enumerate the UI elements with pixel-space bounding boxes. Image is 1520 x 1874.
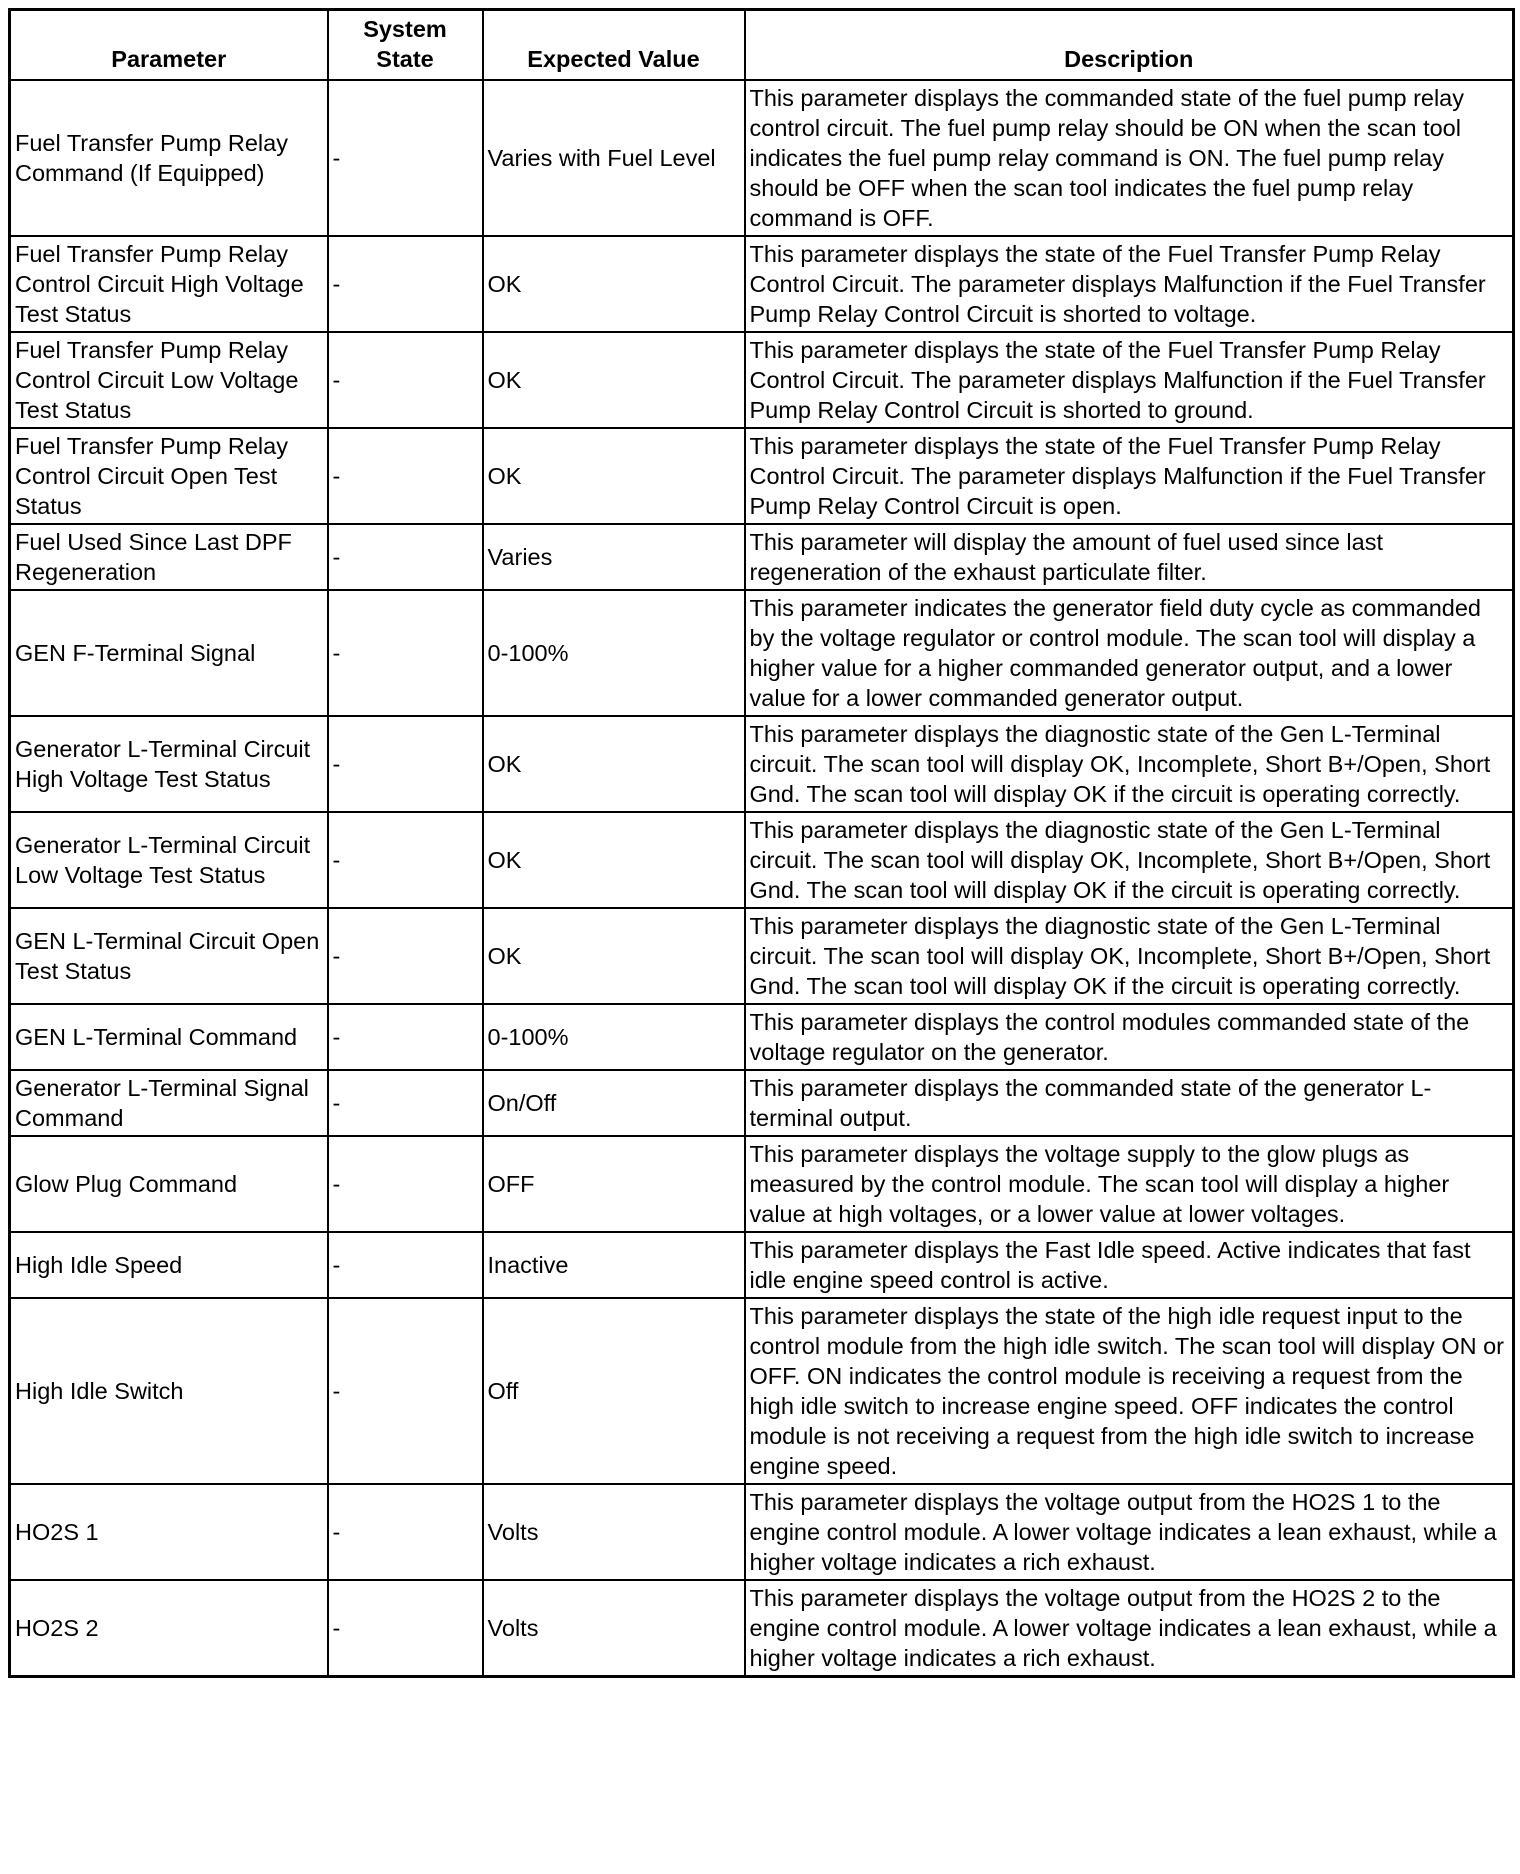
table-row xyxy=(10,1232,1514,1298)
cell-system-state: - xyxy=(328,80,483,236)
cell-description: This parameter displays the diagnostic state of the Gen L-Terminal circuit. The scan tool will display OK, Incomplete, Short B+/Open, Short Gnd. The scan tool will display OK if the circuit is operating correctly. xyxy=(745,716,1514,812)
cell-system-state: - xyxy=(328,1070,483,1136)
cell-expected-value: OFF xyxy=(483,1136,745,1232)
cell-expected-value: OK xyxy=(483,812,745,908)
parameter-table xyxy=(8,8,1515,1678)
cell-system-state: - xyxy=(328,812,483,908)
table-row xyxy=(10,1136,1514,1232)
table-row xyxy=(10,428,1514,524)
table-row xyxy=(10,1484,1514,1580)
cell-parameter: GEN F-Terminal Signal xyxy=(10,590,328,716)
cell-system-state: - xyxy=(328,1484,483,1580)
cell-description: This parameter displays the state of the high idle request input to the control module from the high idle switch. The scan tool will display ON or OFF. ON indicates the control module is receiving a request from the high idle switch to increase engine speed. OFF indicates the control module is not receiving a request from the high idle switch to increase engine speed. xyxy=(745,1298,1514,1484)
cell-parameter: High Idle Speed xyxy=(10,1232,328,1298)
table-row xyxy=(10,812,1514,908)
cell-expected-value: Volts xyxy=(483,1484,745,1580)
cell-parameter: Fuel Transfer Pump Relay Control Circuit Open Test Status xyxy=(10,428,328,524)
cell-system-state: - xyxy=(328,1298,483,1484)
cell-description: This parameter displays the voltage supply to the glow plugs as measured by the control module. The scan tool will display a higher value at high voltages, or a lower value at lower voltages. xyxy=(745,1136,1514,1232)
cell-expected-value: 0-100% xyxy=(483,590,745,716)
table-header-row xyxy=(10,10,1514,80)
table-row xyxy=(10,1004,1514,1070)
cell-description: This parameter displays the control modules commanded state of the voltage regulator on the generator. xyxy=(745,1004,1514,1070)
cell-parameter: Fuel Transfer Pump Relay Command (If Equipped) xyxy=(10,80,328,236)
cell-description: This parameter indicates the generator field duty cycle as commanded by the voltage regulator or control module. The scan tool will display a higher value for a higher commanded generator output, and a lower value for a lower commanded generator output. xyxy=(745,590,1514,716)
table-row xyxy=(10,908,1514,1004)
cell-description: This parameter displays the state of the Fuel Transfer Pump Relay Control Circuit. The parameter displays Malfunction if the Fuel Transfer Pump Relay Control Circuit is open. xyxy=(745,428,1514,524)
cell-expected-value: OK xyxy=(483,428,745,524)
cell-parameter: Fuel Transfer Pump Relay Control Circuit Low Voltage Test Status xyxy=(10,332,328,428)
cell-parameter: HO2S 2 xyxy=(10,1580,328,1677)
cell-parameter: Generator L-Terminal Circuit Low Voltage Test Status xyxy=(10,812,328,908)
header-system-state: System State xyxy=(328,10,483,80)
cell-expected-value: Varies with Fuel Level xyxy=(483,80,745,236)
table-body xyxy=(10,80,1514,1677)
cell-expected-value: OK xyxy=(483,236,745,332)
cell-parameter: GEN L-Terminal Circuit Open Test Status xyxy=(10,908,328,1004)
cell-parameter: Generator L-Terminal Signal Command xyxy=(10,1070,328,1136)
table-row xyxy=(10,80,1514,236)
cell-system-state: - xyxy=(328,1232,483,1298)
cell-system-state: - xyxy=(328,1004,483,1070)
cell-parameter: Glow Plug Command xyxy=(10,1136,328,1232)
cell-expected-value: Off xyxy=(483,1298,745,1484)
cell-system-state: - xyxy=(328,1580,483,1677)
cell-system-state: - xyxy=(328,524,483,590)
cell-parameter: HO2S 1 xyxy=(10,1484,328,1580)
cell-parameter: GEN L-Terminal Command xyxy=(10,1004,328,1070)
cell-expected-value: On/Off xyxy=(483,1070,745,1136)
cell-expected-value: Inactive xyxy=(483,1232,745,1298)
cell-expected-value: Varies xyxy=(483,524,745,590)
cell-description: This parameter will display the amount of fuel used since last regeneration of the exhaust particulate filter. xyxy=(745,524,1514,590)
cell-description: This parameter displays the state of the Fuel Transfer Pump Relay Control Circuit. The parameter displays Malfunction if the Fuel Transfer Pump Relay Control Circuit is shorted to ground. xyxy=(745,332,1514,428)
cell-system-state: - xyxy=(328,908,483,1004)
cell-system-state: - xyxy=(328,428,483,524)
table-row xyxy=(10,524,1514,590)
header-parameter: Parameter xyxy=(10,10,328,80)
header-description: Description xyxy=(745,10,1514,80)
cell-parameter: Generator L-Terminal Circuit High Voltage Test Status xyxy=(10,716,328,812)
table-row xyxy=(10,1580,1514,1677)
table-row xyxy=(10,590,1514,716)
parameter-table-container xyxy=(8,8,1515,1678)
cell-system-state: - xyxy=(328,590,483,716)
table-row xyxy=(10,332,1514,428)
header-expected-value: Expected Value xyxy=(483,10,745,80)
cell-expected-value: OK xyxy=(483,908,745,1004)
cell-description: This parameter displays the commanded state of the fuel pump relay control circuit. The fuel pump relay should be ON when the scan tool indicates the fuel pump relay command is ON. The fuel pump relay should be OFF when the scan tool indicates the fuel pump relay command is OFF. xyxy=(745,80,1514,236)
cell-expected-value: Volts xyxy=(483,1580,745,1677)
cell-description: This parameter displays the diagnostic state of the Gen L-Terminal circuit. The scan tool will display OK, Incomplete, Short B+/Open, Short Gnd. The scan tool will display OK if the circuit is operating correctly. xyxy=(745,908,1514,1004)
cell-system-state: - xyxy=(328,1136,483,1232)
table-row xyxy=(10,1070,1514,1136)
table-row xyxy=(10,236,1514,332)
cell-system-state: - xyxy=(328,332,483,428)
cell-expected-value: OK xyxy=(483,716,745,812)
cell-expected-value: OK xyxy=(483,332,745,428)
cell-system-state: - xyxy=(328,716,483,812)
cell-parameter: Fuel Used Since Last DPF Regeneration xyxy=(10,524,328,590)
cell-description: This parameter displays the voltage output from the HO2S 2 to the engine control module. A lower voltage indicates a lean exhaust, while a higher voltage indicates a rich exhaust. xyxy=(745,1580,1514,1677)
cell-description: This parameter displays the commanded state of the generator L-terminal output. xyxy=(745,1070,1514,1136)
cell-description: This parameter displays the diagnostic state of the Gen L-Terminal circuit. The scan tool will display OK, Incomplete, Short B+/Open, Short Gnd. The scan tool will display OK if the circuit is operating correctly. xyxy=(745,812,1514,908)
cell-parameter: Fuel Transfer Pump Relay Control Circuit High Voltage Test Status xyxy=(10,236,328,332)
cell-system-state: - xyxy=(328,236,483,332)
table-row xyxy=(10,716,1514,812)
cell-description: This parameter displays the voltage output from the HO2S 1 to the engine control module. A lower voltage indicates a lean exhaust, while a higher voltage indicates a rich exhaust. xyxy=(745,1484,1514,1580)
table-row xyxy=(10,1298,1514,1484)
cell-description: This parameter displays the state of the Fuel Transfer Pump Relay Control Circuit. The parameter displays Malfunction if the Fuel Transfer Pump Relay Control Circuit is shorted to voltage. xyxy=(745,236,1514,332)
cell-expected-value: 0-100% xyxy=(483,1004,745,1070)
cell-description: This parameter displays the Fast Idle speed. Active indicates that fast idle engine speed control is active. xyxy=(745,1232,1514,1298)
cell-parameter: High Idle Switch xyxy=(10,1298,328,1484)
